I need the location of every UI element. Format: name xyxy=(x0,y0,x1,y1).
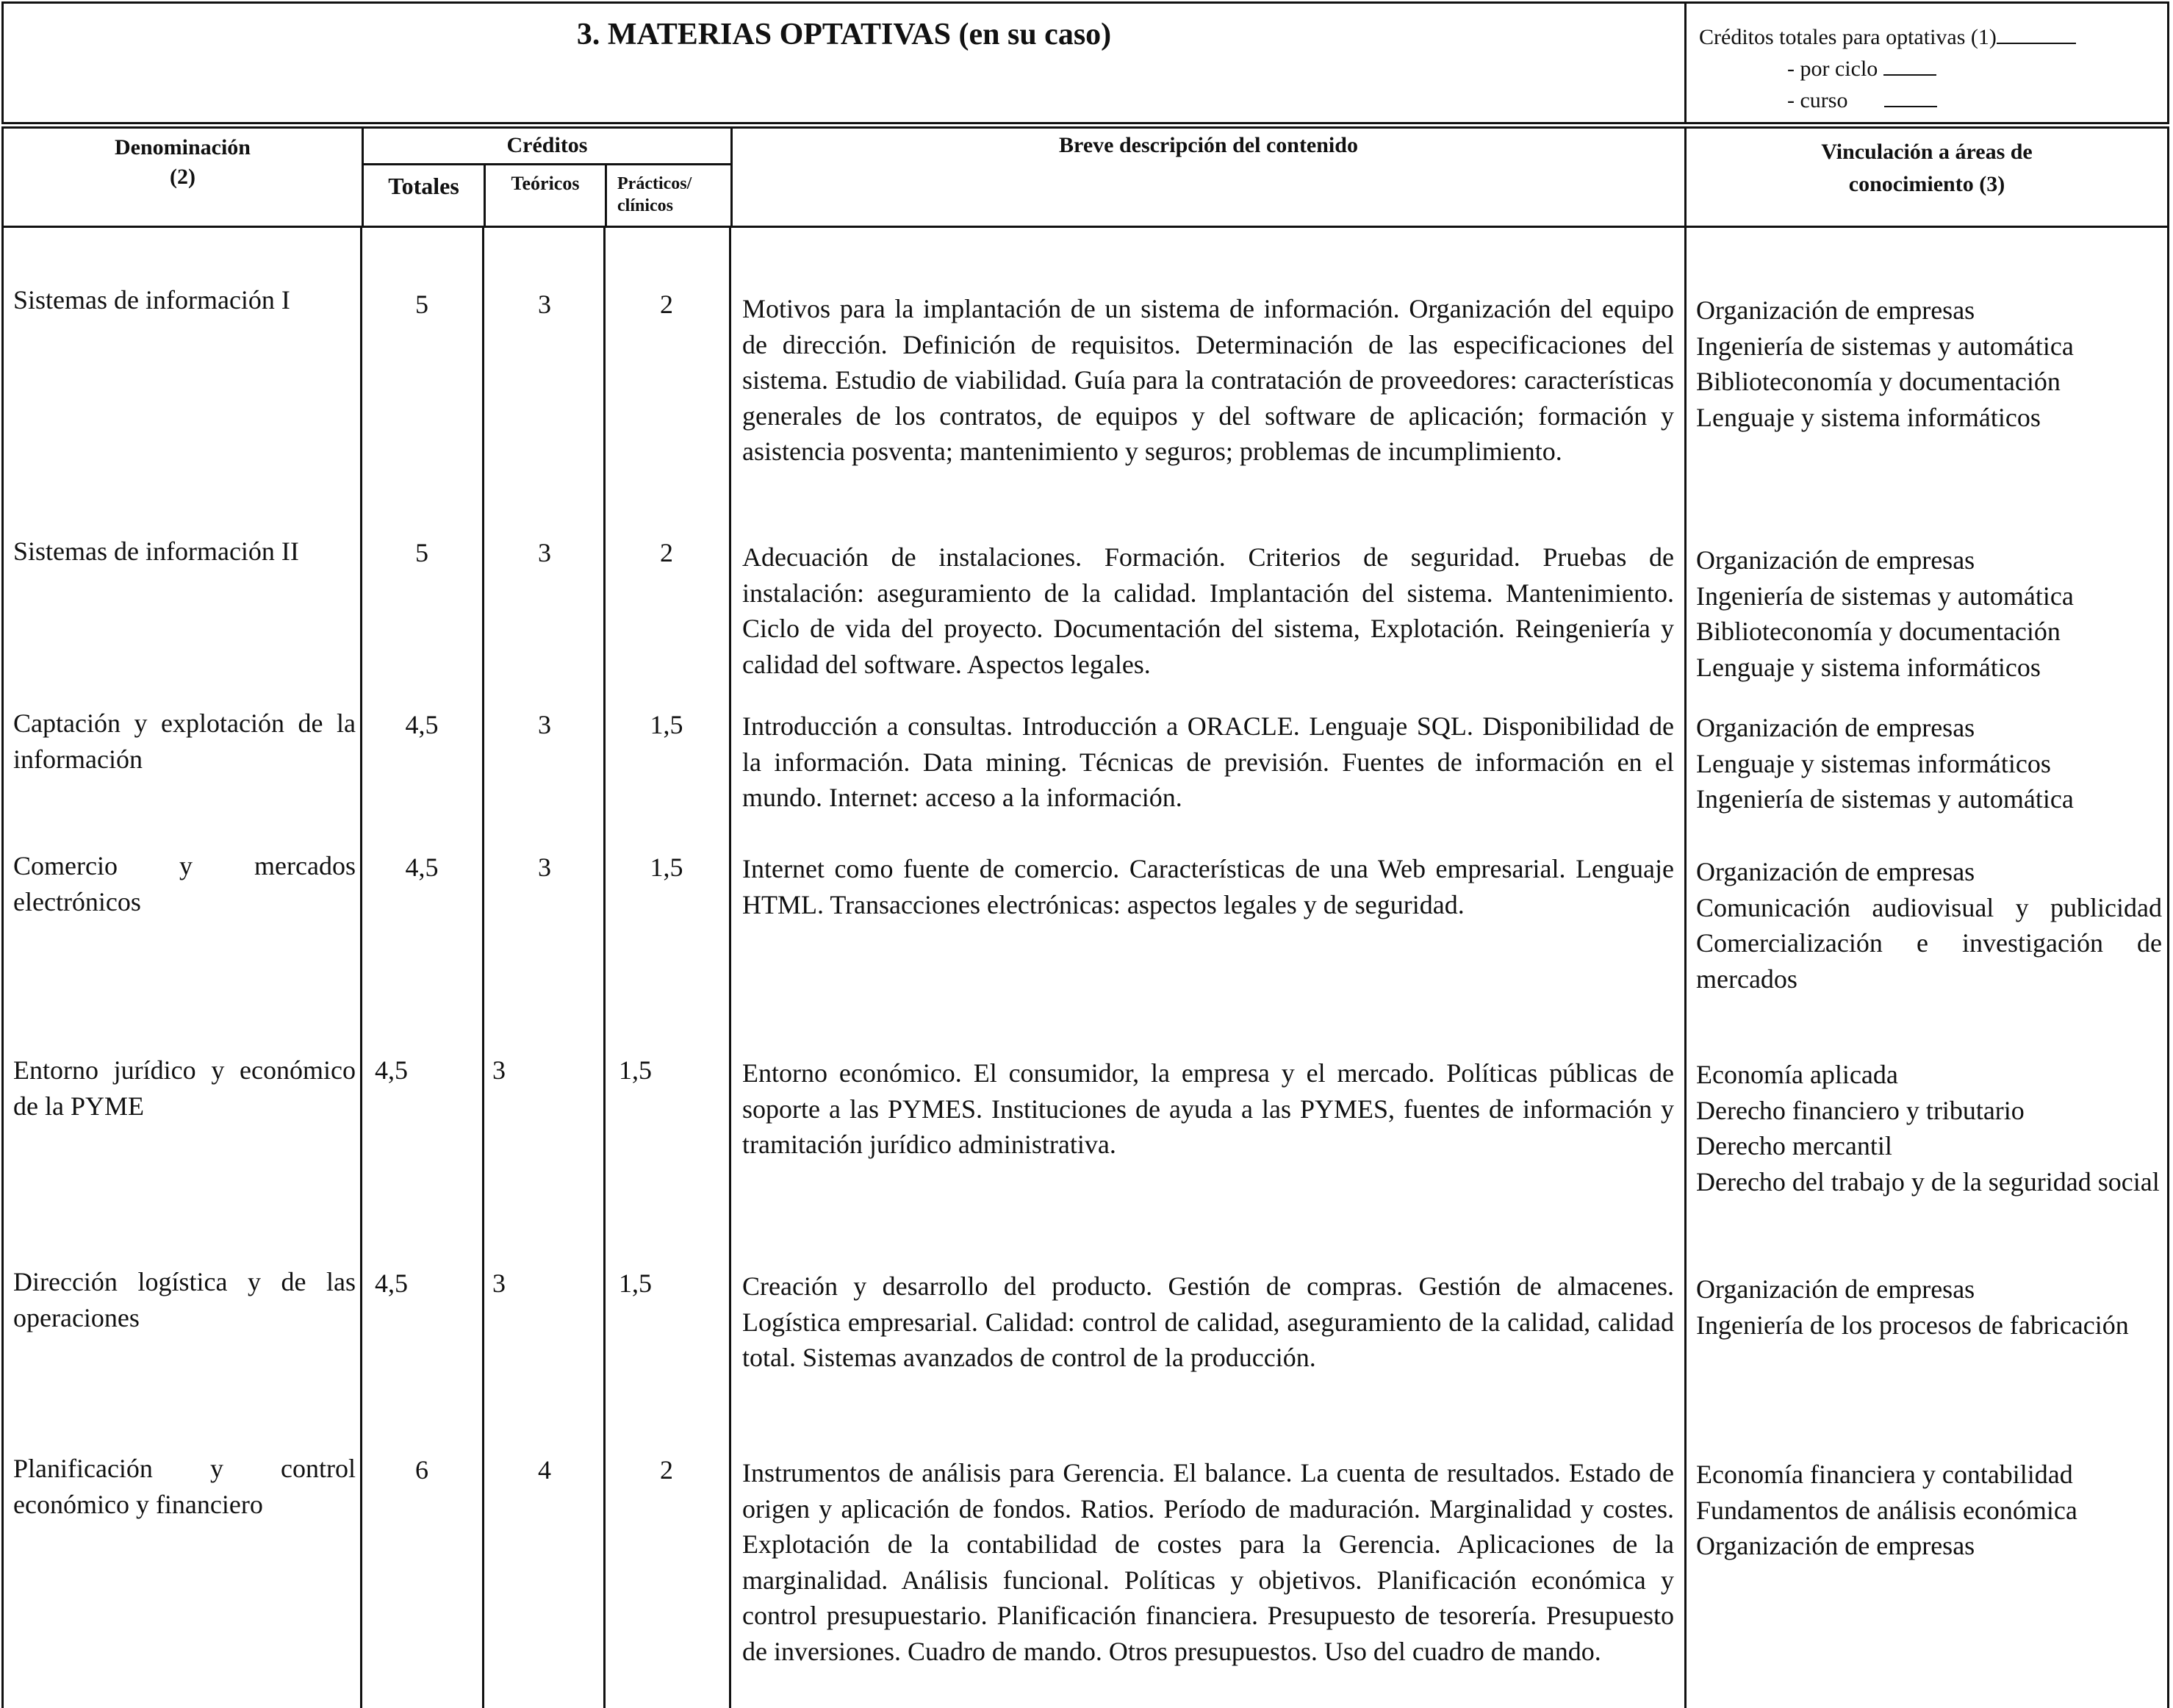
credits-total-label: Créditos totales para optativas (1) xyxy=(1699,25,1997,49)
area-item: Ingeniería de sistemas y automática xyxy=(1696,784,2074,814)
row-denominacion: Captación y explotación de la información xyxy=(13,708,356,774)
column-vinculacion-line1: Vinculación a áreas de xyxy=(1821,140,2033,164)
row-areas xyxy=(1696,542,2162,685)
row-descripcion: Introducción a consultas. Introducción a ORACLE. Lenguaje SQL. Disponibilidad de la información. Data mining. Técnicas de previsión. Fuentes de información en el mundo. Internet: acceso a la información. xyxy=(742,711,1674,812)
row-practicos: 2 xyxy=(660,290,673,319)
row-totales: 5 xyxy=(415,538,428,567)
row-teoricos: 3 xyxy=(492,1055,506,1085)
row-areas xyxy=(1696,1271,2162,1343)
area-item: Biblioteconomía y documentación xyxy=(1696,367,2061,396)
area-item: Ingeniería de sistemas y automática xyxy=(1696,581,2074,611)
column-practicos-line2: clínicos xyxy=(617,196,673,215)
area-item: Organización de empresas xyxy=(1696,295,1975,325)
row-denominacion: Sistemas de información I xyxy=(13,285,290,315)
row-denominacion: Sistemas de información II xyxy=(13,537,299,566)
section-title: 3. MATERIAS OPTATIVAS (en su caso) xyxy=(4,4,1687,122)
row-descripcion: Creación y desarrollo del producto. Gestión de compras. Gestión de almacenes. Logística empresarial. Calidad: control de calidad, aseguramiento de la calidad, calidad total. Sistemas avanzados de control de la producción. xyxy=(742,1271,1674,1372)
row-totales: 4,5 xyxy=(405,853,439,882)
row-teoricos: 3 xyxy=(538,538,551,567)
row-descripcion: Instrumentos de análisis para Gerencia. El balance. La cuenta de resultados. Estado de origen y aplicación de fondos. Ratios. Período de maduración. Marginalidad y costes. Explotación de la contabilidad de costes para la Gerencia. Aplicaciones de la marginalidad. Análisis funcional. Políticas y objetivos. Planificación económica y control presupuestario. Planificación financiera. Presupuesto de tesorería. Presupuesto de inversiones. Cuadro de mando. Otros presupuestos. Uso del cuadro de mando. xyxy=(742,1458,1674,1666)
area-item: Fundamentos de análisis económica xyxy=(1696,1495,2077,1525)
row-practicos: 2 xyxy=(660,538,673,567)
credits-por-ciclo-label: - por ciclo xyxy=(1787,57,1878,81)
area-item: Ingeniería de los procesos de fabricación xyxy=(1696,1310,2129,1340)
row-areas xyxy=(1696,854,2162,997)
table-rule xyxy=(360,228,362,1708)
row-practicos: 1,5 xyxy=(619,1269,652,1298)
row-totales: 4,5 xyxy=(375,1269,408,1298)
row-totales: 4,5 xyxy=(375,1055,408,1085)
row-practicos: 1,5 xyxy=(650,710,683,739)
row-practicos: 2 xyxy=(660,1455,673,1485)
row-descripcion: Motivos para la implantación de un sistema de información. Organización del equipo de dirección. Definición de requisitos. Determinación de las especificaciones del sistema. Estudio de viabilidad. Guía para la contratación de proveedores: características generales de los contratos, de equipos y del software de aplicación; formación y asistencia posventa; mantenimiento y seguros; problemas de incumplimiento. xyxy=(742,294,1674,466)
row-descripcion: Entorno económico. El consumidor, la empresa y el mercado. Políticas públicas de soporte a las PYMES. Instituciones de ayuda a las PYMES, fuentes de información y tramitación jurídico administrativa. xyxy=(742,1058,1674,1159)
column-teoricos: Teóricos xyxy=(486,165,607,226)
area-item: Economía aplicada xyxy=(1696,1060,1898,1089)
row-practicos: 1,5 xyxy=(650,853,683,882)
row-totales: 6 xyxy=(415,1455,428,1485)
table-rule xyxy=(2167,228,2169,1708)
area-item: Organización de empresas xyxy=(1696,713,1975,742)
row-practicos: 1,5 xyxy=(619,1055,652,1085)
row-totales: 4,5 xyxy=(405,710,439,739)
column-descripcion: Breve descripción del contenido xyxy=(733,129,1687,226)
column-vinculacion xyxy=(1687,129,2167,226)
credits-summary xyxy=(1689,4,2167,122)
area-item: Derecho financiero y tributario xyxy=(1696,1095,2025,1125)
area-item: Lenguaje y sistema informáticos xyxy=(1696,402,2041,432)
area-item: Comercialización e investigación de mercados xyxy=(1696,928,2162,994)
row-descripcion: Adecuación de instalaciones. Formación. Criterios de seguridad. Pruebas de instalación: aseguramiento de la calidad. Implantación del sistema. Mantenimiento. Ciclo de vida del proyecto. Documentación del sistema, Explotación. Reingeniería y calidad del software. Aspectos legales. xyxy=(742,542,1674,679)
row-denominacion: Planificación y control económico y financiero xyxy=(13,1454,356,1519)
row-teoricos: 3 xyxy=(538,710,551,739)
area-item: Organización de empresas xyxy=(1696,857,1975,886)
row-areas xyxy=(1696,1457,2162,1564)
area-item: Lenguaje y sistema informáticos xyxy=(1696,652,2041,682)
area-item: Organización de empresas xyxy=(1696,1274,1975,1304)
row-totales: 5 xyxy=(415,290,428,319)
table-rule xyxy=(1,228,4,1708)
row-denominacion: Dirección logística y de las operaciones xyxy=(13,1267,356,1332)
area-item: Comunicación audiovisual y publicidad xyxy=(1696,892,2162,922)
table-rule xyxy=(1684,228,1687,1708)
column-creditos-label: Créditos xyxy=(364,129,730,165)
column-totales: Totales xyxy=(364,165,486,226)
row-teoricos: 3 xyxy=(492,1269,506,1298)
area-item: Organización de empresas xyxy=(1696,1531,1975,1560)
row-teoricos: 3 xyxy=(538,290,551,319)
row-areas xyxy=(1696,1057,2162,1199)
table-rule xyxy=(729,228,731,1708)
column-practicos-line1: Prácticos/ xyxy=(617,174,692,193)
table-header xyxy=(1,126,2169,228)
credits-curso-label: - curso xyxy=(1787,88,1848,112)
column-denominacion xyxy=(4,129,364,226)
row-areas xyxy=(1696,710,2162,817)
column-denominacion-label: Denominación xyxy=(114,135,251,159)
area-item: Derecho mercantil xyxy=(1696,1131,1892,1160)
column-denominacion-note: (2) xyxy=(170,165,195,189)
column-practicos xyxy=(607,165,730,226)
table-rule xyxy=(482,228,484,1708)
row-descripcion: Internet como fuente de comercio. Características de una Web empresarial. Lenguaje HTML. Transacciones electrónicas: aspectos legales y de seguridad. xyxy=(742,854,1674,919)
area-item: Ingeniería de sistemas y automática xyxy=(1696,331,2074,361)
column-creditos xyxy=(364,129,733,226)
row-teoricos: 4 xyxy=(538,1455,551,1485)
row-teoricos: 3 xyxy=(538,853,551,882)
area-item: Derecho del trabajo y de la seguridad social xyxy=(1696,1166,2160,1196)
area-item: Organización de empresas xyxy=(1696,545,1975,575)
area-item: Economía financiera y contabilidad xyxy=(1696,1460,2073,1489)
column-vinculacion-line2: conocimiento (3) xyxy=(1848,172,2005,196)
area-item: Lenguaje y sistemas informáticos xyxy=(1696,748,2051,778)
row-denominacion: Comercio y mercados electrónicos xyxy=(13,851,356,916)
area-item: Biblioteconomía y documentación xyxy=(1696,617,2061,646)
row-denominacion: Entorno jurídico y económico de la PYME xyxy=(13,1055,356,1121)
section-header xyxy=(1,1,2169,124)
row-areas xyxy=(1696,293,2162,435)
